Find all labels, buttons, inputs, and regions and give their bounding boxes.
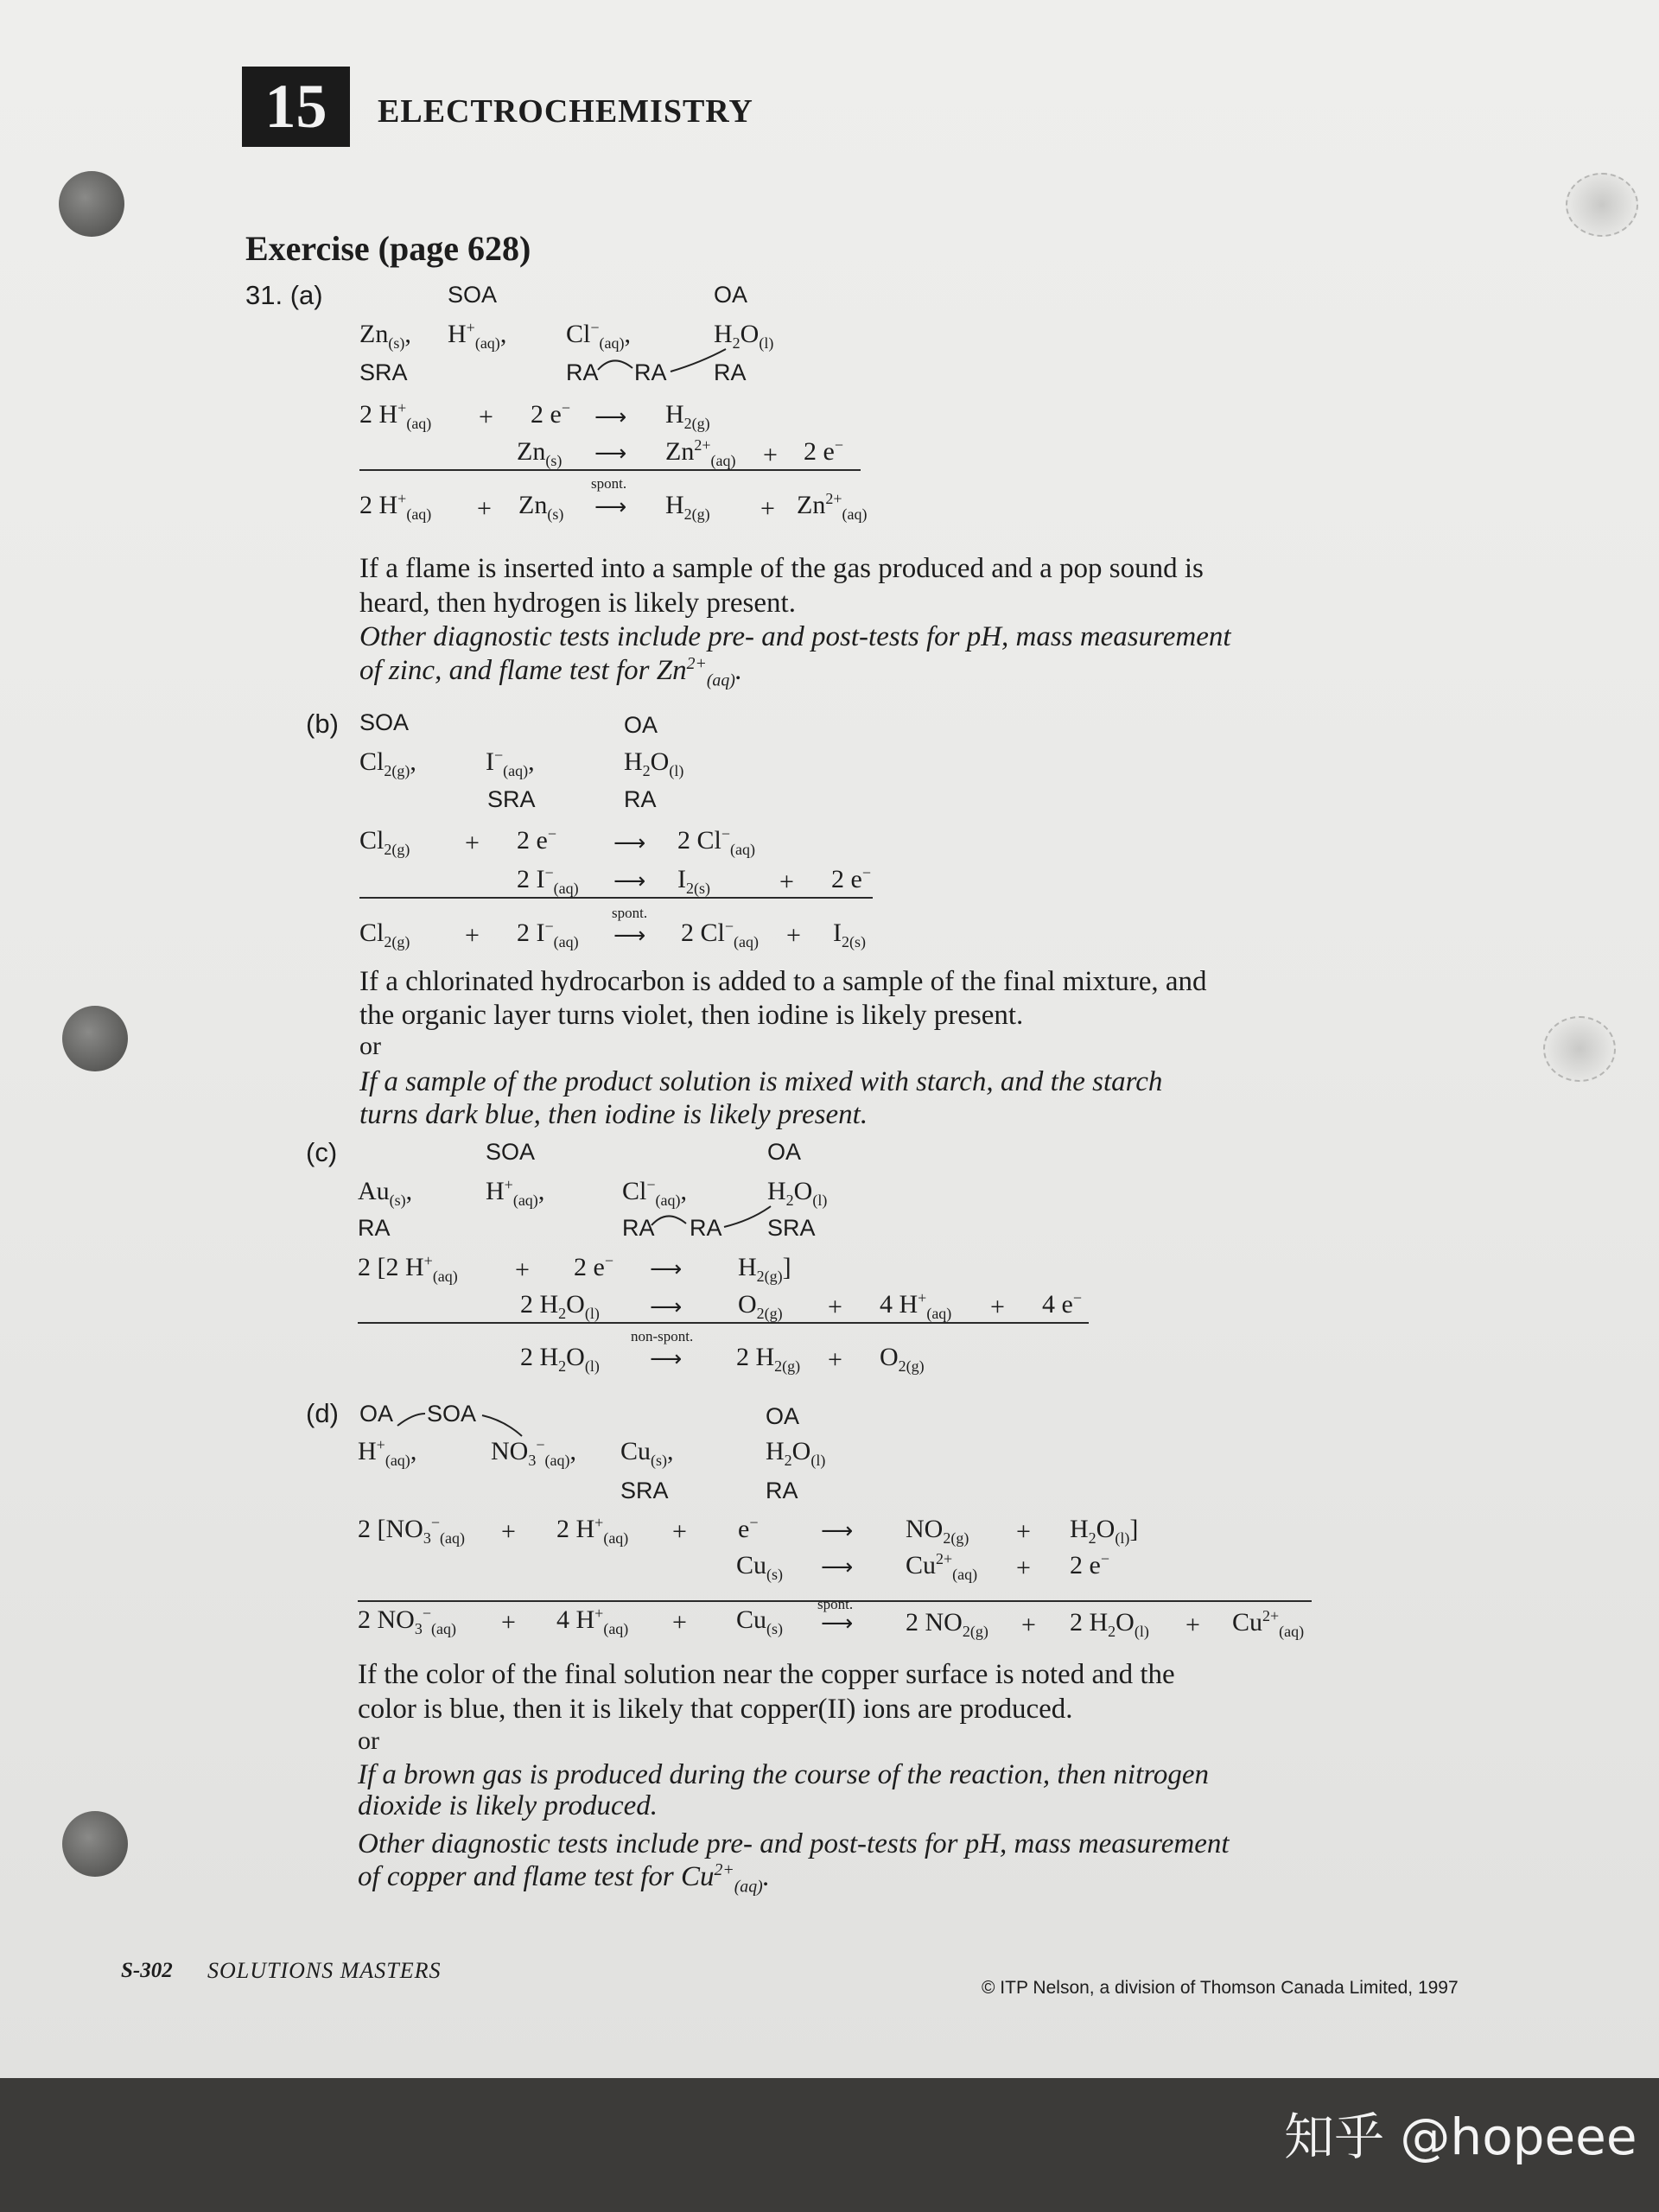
- b-species-h2o: $H_2O_{(l)}$: [624, 747, 684, 779]
- d-net-rhs3: $Cu^{2+}_{(aq)}$: [1232, 1607, 1305, 1640]
- b-para-line3: If a sample of the product solution is mixed with starch, and the starch: [359, 1066, 1163, 1097]
- a-ra-label-3: RA: [714, 359, 747, 385]
- c-ra-label-3: RA: [690, 1215, 722, 1241]
- a-eq2-rhs: $Zn^{2+}_{(aq)}$: [665, 436, 736, 469]
- binder-hole-top: [59, 171, 124, 237]
- c-pairing-curves: [650, 1201, 788, 1236]
- d-para-line6: of copper and flame test for $Cu^{2+}_{(aq)}$.: [358, 1860, 770, 1897]
- d-eq1-plus3: +: [1016, 1517, 1031, 1546]
- b-sum-line: [359, 897, 873, 899]
- c-eq2-lhs: 2 $H_2O_{(l)}$: [520, 1290, 600, 1322]
- d-net-plus2: +: [672, 1608, 687, 1637]
- a-net-lhs1: 2 $H^+_{(aq)}$: [359, 490, 432, 523]
- c-ra-label-1: RA: [358, 1215, 391, 1241]
- b-net-plus1: +: [465, 921, 480, 950]
- c-net-plus: +: [828, 1345, 842, 1374]
- c-eq2-rhs2: 4 $H^+_{(aq)}$: [880, 1289, 952, 1322]
- d-pairing-curves: [396, 1407, 534, 1441]
- exercise-title: Exercise (page 628): [245, 229, 531, 268]
- c-net-arrow: ⟶: [650, 1346, 683, 1372]
- d-eq1-plus1: +: [501, 1517, 516, 1546]
- d-sra-label: SRA: [620, 1478, 669, 1503]
- a-para-line3: Other diagnostic tests include pre- and post-tests for pH, mass measurement: [359, 621, 1231, 652]
- c-net-rhs2: $O_{2(g)}$: [880, 1343, 925, 1375]
- b-eq1-rhs: 2 $Cl^-_{(aq)}$: [677, 825, 755, 858]
- b-para-or: or: [359, 1032, 381, 1060]
- b-sra-label: SRA: [487, 786, 536, 812]
- d-net-plus4: +: [1185, 1611, 1200, 1639]
- c-species-h2o: $H_2O_{(l)}$: [767, 1177, 828, 1209]
- b-oa-label: OA: [624, 712, 658, 738]
- c-soa-label: SOA: [486, 1139, 536, 1165]
- question-label-c: (c): [306, 1137, 338, 1167]
- a-para-line1: If a flame is inserted into a sample of the gas produced and a pop sound is: [359, 553, 1204, 584]
- a-eq2-arrow: ⟶: [594, 441, 627, 467]
- question-label-d: (d): [306, 1398, 339, 1428]
- d-para-line2: color is blue, then it is likely that copper(II) ions are produced.: [358, 1694, 1073, 1725]
- question-label-31a: 31. (a): [245, 280, 323, 310]
- a-net-rhs2: $Zn^{2+}_{(aq)}$: [797, 490, 868, 523]
- b-net-lhs1: $Cl_{2(g)}$: [359, 918, 410, 950]
- chapter-number: 15: [264, 72, 327, 141]
- c-eq1-rhs: $H_{2(g)}$]: [738, 1253, 791, 1285]
- a-eq1-electrons: 2 e−: [531, 399, 570, 429]
- a-net-plus1: +: [477, 494, 492, 523]
- b-para-line2: the organic layer turns violet, then iodine is likely present.: [359, 1000, 1024, 1031]
- d-para-line4: dioxide is likely produced.: [358, 1790, 658, 1821]
- chapter-title: ELECTROCHEMISTRY: [378, 93, 753, 130]
- c-ra-label-2: RA: [622, 1215, 655, 1241]
- d-net-lhs1: 2 $NO_3^-_{(aq)}$: [358, 1605, 456, 1637]
- footer-book-title: SOLUTIONS MASTERS: [207, 1958, 442, 1983]
- c-nonspont-label: non-spont.: [631, 1328, 694, 1344]
- d-eq2-rhs: $Cu^{2+}_{(aq)}$: [906, 1550, 978, 1583]
- d-eq1-rhs1: $NO_{2(g)}$: [906, 1515, 969, 1547]
- b-eq2-electrons: 2 e−: [831, 864, 871, 893]
- d-net-arrow: ⟶: [821, 1611, 854, 1637]
- b-eq2-arrow: ⟶: [613, 868, 646, 894]
- a-net-arrow: ⟶: [594, 494, 627, 520]
- d-para-or: or: [358, 1726, 379, 1755]
- b-species-i: $I^-_{(aq)}$,: [486, 747, 535, 779]
- a-eq1-arrow: ⟶: [594, 404, 627, 430]
- a-pairing-curves: [596, 346, 769, 380]
- a-soa-label: SOA: [448, 282, 498, 308]
- d-para-line3: If a brown gas is produced during the course of the reaction, then nitrogen: [358, 1759, 1210, 1790]
- b-net-rhs1: 2 $Cl^-_{(aq)}$: [681, 918, 759, 950]
- d-soa-label: SOA: [427, 1401, 477, 1427]
- torn-hole-top: [1566, 173, 1638, 237]
- c-species-h: $H^+_{(aq)}$,: [486, 1176, 545, 1209]
- a-species-h2o: $H_2O_{(l)}$: [714, 320, 774, 352]
- b-net-plus2: +: [786, 921, 801, 950]
- question-label-b: (b): [306, 709, 339, 739]
- b-eq2-rhs: $I_{2(s)}$: [677, 865, 710, 897]
- d-eq1-rhs2: $H_2O_{(l)}$]: [1070, 1515, 1139, 1547]
- a-para-line2: heard, then hydrogen is likely present.: [359, 588, 796, 619]
- c-eq1-arrow: ⟶: [650, 1256, 683, 1282]
- d-net-lhs3: $Cu_{(s)}$: [736, 1605, 784, 1637]
- b-net-rhs2: $I_{2(s)}$: [833, 918, 866, 950]
- a-net-rhs1: $H_{2(g)}$: [665, 491, 710, 523]
- d-spont-label: spont.: [817, 1596, 854, 1612]
- c-species-cl: $Cl^-_{(aq)}$,: [622, 1176, 687, 1209]
- d-net-plus1: +: [501, 1608, 516, 1637]
- c-eq1-electrons: 2 e−: [574, 1252, 613, 1281]
- c-eq1-plus: +: [515, 1255, 530, 1284]
- d-species-no3: $NO_3^-_{(aq)}$,: [491, 1436, 576, 1469]
- a-spont-label: spont.: [591, 475, 627, 492]
- d-species-h: $H^+_{(aq)}$,: [358, 1436, 417, 1469]
- c-sra-label: SRA: [767, 1215, 816, 1241]
- c-eq2-rhs1: $O_{2(g)}$: [738, 1290, 783, 1322]
- d-net-rhs1: 2 $NO_{2(g)}$: [906, 1608, 988, 1640]
- d-eq1-arrow: ⟶: [821, 1518, 854, 1544]
- a-oa-label: OA: [714, 282, 748, 308]
- d-eq1-lhs1: 2 [$NO_3^-_{(aq)}$: [358, 1514, 465, 1547]
- c-net-lhs: 2 $H_2O_{(l)}$: [520, 1343, 600, 1375]
- c-species-au: $Au_{(s)}$,: [358, 1177, 413, 1209]
- a-eq2-lhs: $Zn_{(s)}$: [517, 437, 563, 469]
- d-eq1-lhs3: e−: [738, 1514, 759, 1543]
- a-species-h: $H^+_{(aq)}$,: [448, 319, 507, 352]
- a-eq2-plus: +: [763, 441, 778, 469]
- a-net-plus2: +: [760, 494, 775, 523]
- a-ra-label-2: RA: [634, 359, 667, 385]
- c-oa-label: OA: [767, 1139, 802, 1165]
- c-sum-line: [358, 1322, 1089, 1324]
- d-net-plus3: +: [1021, 1611, 1036, 1639]
- d-para-line5: Other diagnostic tests include pre- and post-tests for pH, mass measurement: [358, 1828, 1230, 1859]
- d-eq2-arrow: ⟶: [821, 1554, 854, 1580]
- b-ra-label: RA: [624, 786, 657, 812]
- c-eq1-lhs: 2 [2 $H^+_{(aq)}$: [358, 1252, 458, 1285]
- a-species-cl: $Cl^-_{(aq)}$,: [566, 319, 631, 352]
- b-soa-label: SOA: [359, 709, 410, 735]
- d-species-cu: $Cu_{(s)}$,: [620, 1437, 674, 1469]
- d-eq2-lhs: $Cu_{(s)}$: [736, 1551, 784, 1583]
- b-eq1-electrons: 2 e−: [517, 825, 556, 855]
- b-species-cl2: $Cl_{2(g)}$,: [359, 747, 416, 779]
- d-oa-label-2: OA: [766, 1403, 800, 1429]
- c-eq2-plus1: +: [828, 1293, 842, 1321]
- a-para-line4: of zinc, and flame test for $Zn^{2+}_{(aq)}$.: [359, 654, 743, 690]
- d-net-rhs2: 2 $H_2O_{(l)}$: [1070, 1608, 1149, 1640]
- d-net-lhs2: 4 $H^+_{(aq)}$: [556, 1605, 629, 1637]
- footer-copyright: © ITP Nelson, a division of Thomson Canada Limited, 1997: [982, 1978, 1459, 1998]
- b-spont-label: spont.: [612, 905, 648, 921]
- d-ra-label: RA: [766, 1478, 798, 1503]
- b-eq2-lhs: 2 $I^-_{(aq)}$: [517, 864, 579, 897]
- footer-page-number: S-302: [121, 1959, 173, 1982]
- d-eq1-plus2: +: [672, 1517, 687, 1546]
- watermark: 知乎 @hopeee: [1284, 2107, 1637, 2166]
- b-eq1-lhs: $Cl_{2(g)}$: [359, 826, 410, 858]
- c-eq2-electrons: 4 e−: [1042, 1289, 1082, 1319]
- a-species-zn: $Zn_{(s)}$,: [359, 320, 411, 352]
- b-para-line4: turns dark blue, then iodine is likely present.: [359, 1099, 868, 1130]
- c-eq2-plus2: +: [990, 1293, 1005, 1321]
- b-eq2-plus: +: [779, 868, 794, 896]
- b-eq1-plus: +: [465, 829, 480, 857]
- c-eq2-arrow: ⟶: [650, 1294, 683, 1320]
- a-ra-label-1: RA: [566, 359, 599, 385]
- d-oa-label: OA: [359, 1401, 394, 1427]
- b-eq1-arrow: ⟶: [613, 830, 646, 856]
- c-net-rhs1: 2 $H_{2(g)}$: [736, 1343, 801, 1375]
- a-sum-line: [359, 469, 861, 471]
- b-para-line1: If a chlorinated hydrocarbon is added to a sample of the final mixture, and: [359, 966, 1207, 997]
- a-eq1-plus: +: [479, 403, 493, 431]
- a-eq1-lhs: 2 $H^+_{(aq)}$: [359, 399, 432, 432]
- d-para-line1: If the color of the final solution near the copper surface is noted and the: [358, 1659, 1175, 1690]
- torn-hole-middle: [1543, 1016, 1616, 1082]
- b-net-lhs2: 2 $I^-_{(aq)}$: [517, 918, 579, 950]
- binder-hole-bottom: [62, 1811, 128, 1877]
- a-eq1-rhs: $H_{2(g)}$: [665, 400, 710, 432]
- d-eq2-plus: +: [1016, 1554, 1031, 1582]
- a-sra-label: SRA: [359, 359, 408, 385]
- binder-hole-middle: [62, 1006, 128, 1071]
- a-eq2-electrons: 2 e−: [804, 436, 843, 466]
- b-net-arrow: ⟶: [613, 923, 646, 949]
- d-eq2-electrons: 2 e−: [1070, 1550, 1109, 1580]
- d-species-h2o: $H_2O_{(l)}$: [766, 1437, 826, 1469]
- d-eq1-lhs2: 2 $H^+_{(aq)}$: [556, 1514, 629, 1547]
- a-net-lhs2: $Zn_{(s)}$: [518, 491, 564, 523]
